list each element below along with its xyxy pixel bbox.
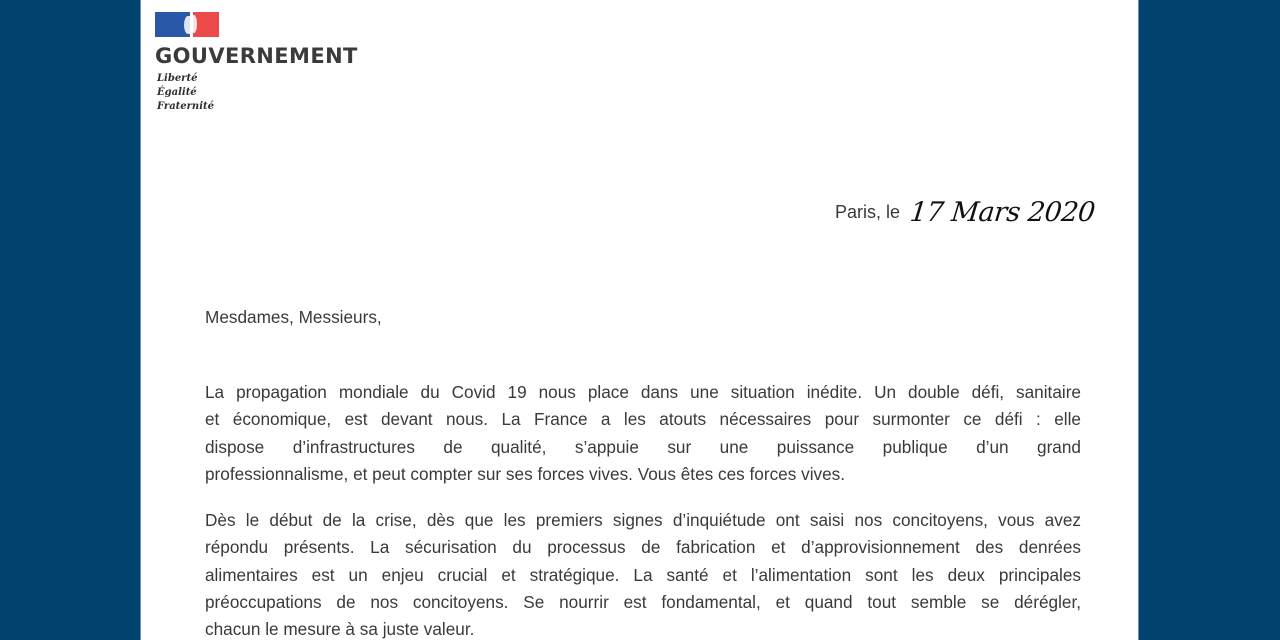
- paragraph-line: Dès le début de la crise, dès que les premiers signes d’inquiétude ont saisi nos concitoyens, vous avez: [205, 510, 1081, 530]
- dateline: [835, 192, 1095, 232]
- french-flag-icon: [155, 12, 221, 38]
- paragraph-line: et économique, est devant nous. La France a les atouts nécessaires pour surmonter ce défi : elle: [205, 409, 1081, 430]
- flag-blue-stripe: [155, 12, 190, 37]
- government-logo: [155, 12, 358, 114]
- paragraph-line: préoccupations de nos concitoyens. Se nourrir est fondamental, et quand tout semble se dérégler,: [205, 591, 1081, 612]
- motto-liberte: Liberté: [157, 73, 198, 84]
- paragraph-line: alimentaires est un enjeu crucial et stratégique. La santé et l’alimentation sont les deux principales: [205, 564, 1081, 585]
- dateline-handwritten-date: 17 Mars 2020: [908, 196, 1097, 228]
- institution-name: GOUVERNEMENT: [155, 44, 358, 68]
- motto-egalite: Égalité: [157, 87, 197, 98]
- motto-fraternite: Fraternité: [157, 101, 214, 112]
- paragraph-1: [205, 379, 1081, 488]
- paragraph-line: dispose d’infrastructures de qualité, s’appuie sur une puissance publique d’un grand: [205, 436, 1081, 457]
- dateline-place: Paris, le: [835, 201, 901, 222]
- paragraph-line: chacun le mesure à sa juste valeur.: [205, 619, 475, 640]
- salutation: Mesdames, Messieurs,: [205, 307, 382, 327]
- paragraph-line: répondu présents. La sécurisation du processus de fabrication et d’approvisionnement des denrées: [205, 537, 1081, 558]
- letter-page: [141, 0, 1138, 640]
- motto: [155, 72, 358, 114]
- flag-red-stripe: [193, 12, 219, 37]
- paragraph-line: La propagation mondiale du Covid 19 nous place dans une situation inédite. Un double défi, sanitaire: [205, 382, 1081, 402]
- paragraph-line: professionnalisme, et peut compter sur ses forces vives. Vous êtes ces forces vives.: [205, 463, 846, 484]
- paragraph-2: [205, 507, 1081, 640]
